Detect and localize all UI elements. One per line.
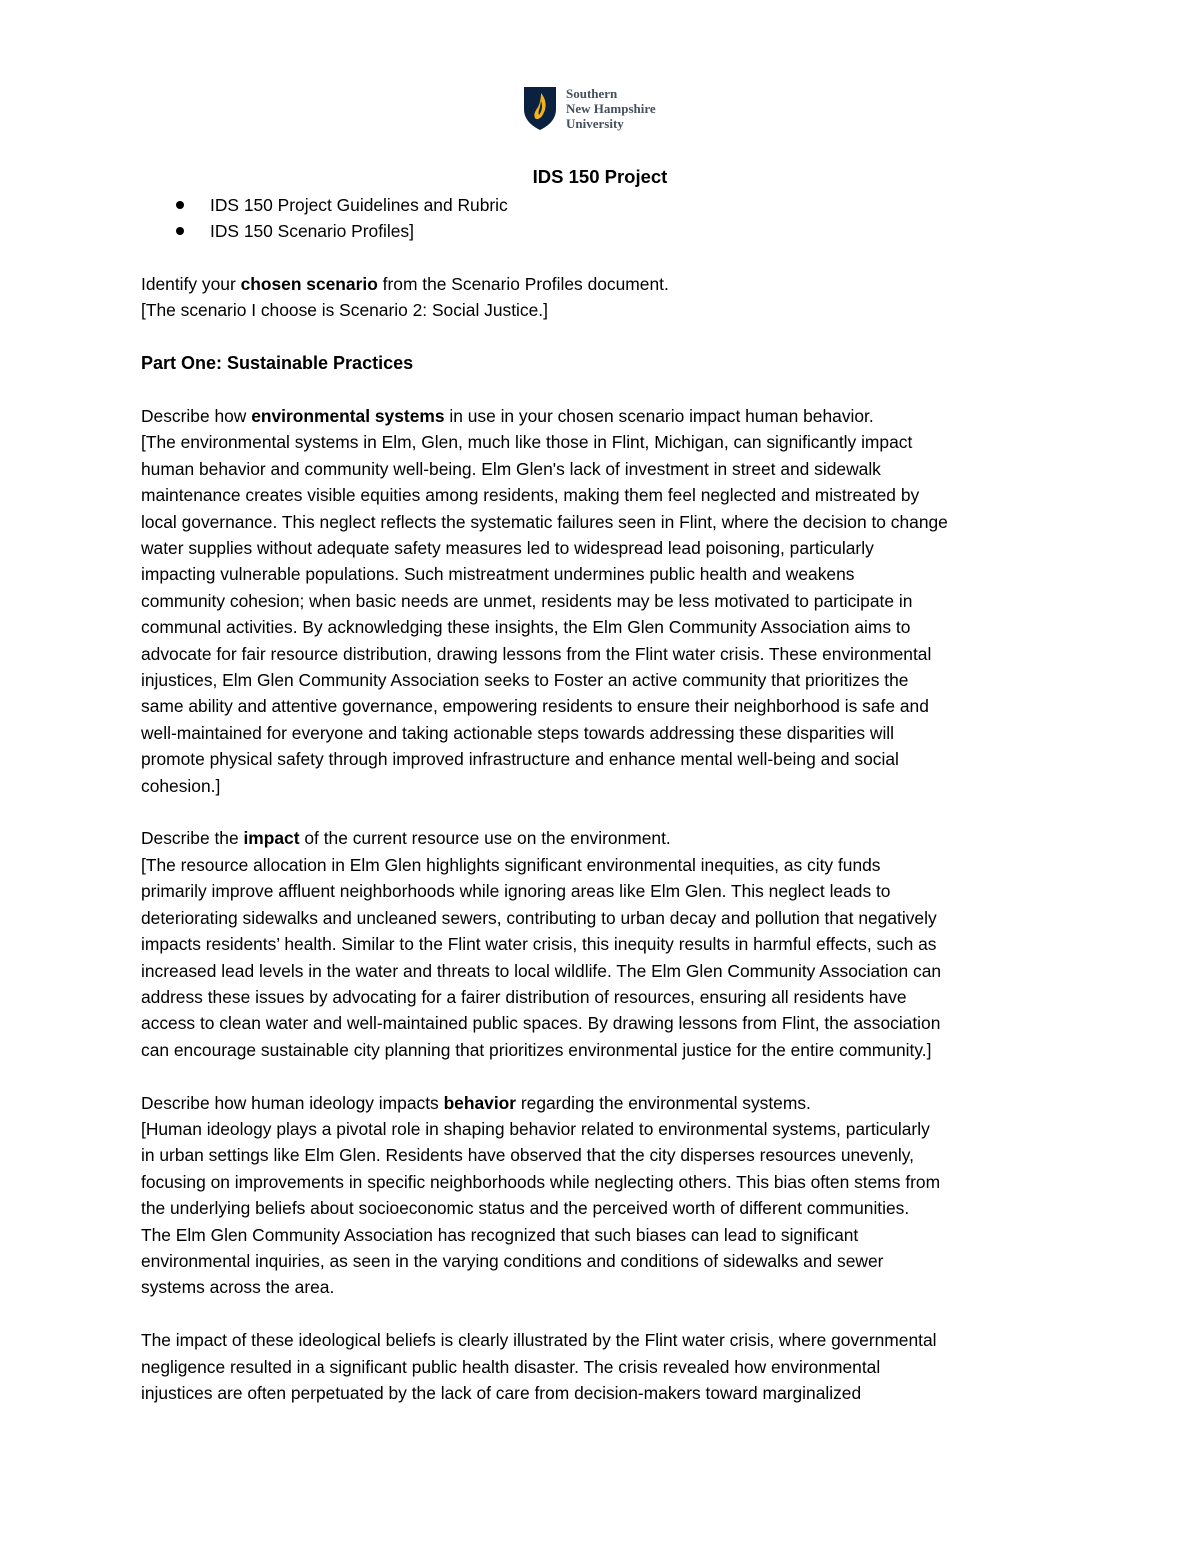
paragraph-line: well-maintained for everyone and taking actionable steps towards addressing these disparities will <box>141 722 895 743</box>
paragraph-line: promote physical safety through improved infrastructure and enhance mental well-being and social <box>141 749 899 770</box>
prompt-resource-impact: Describe the impact of the current resource use on the environment. <box>141 828 671 849</box>
university-logo <box>522 85 656 131</box>
paragraph-line: The Elm Glen Community Association has recognized that such biases can lead to significant <box>141 1224 859 1245</box>
answer-flint-crisis <box>141 1327 1061 1406</box>
paragraph-line: maintenance creates visible equities among residents, making them feel neglected and mistreated by <box>141 485 920 506</box>
logo-wordmark <box>566 86 656 131</box>
paragraph-line: increased lead levels in the water and threats to local wildlife. The Elm Glen Community Association can <box>141 960 942 981</box>
resource-links-list <box>172 192 508 245</box>
paragraph-line: injustices are often perpetuated by the lack of care from decision-makers toward marginalized <box>141 1382 862 1403</box>
paragraph-line: [Human ideology plays a pivotal role in shaping behavior related to environmental systems, particularly <box>141 1118 930 1139</box>
paragraph-line: primarily improve affluent neighborhoods while ignoring areas like Elm Glen. This neglect leads to <box>141 881 891 902</box>
document-title: IDS 150 Project <box>532 166 668 187</box>
paragraph-line: communal activities. By acknowledging these insights, the Elm Glen Community Association aims to <box>141 617 911 638</box>
logo-line-2: New Hampshire <box>566 100 656 116</box>
prompt-environmental-systems: Describe how environmental systems in use in your chosen scenario impact human behavior. <box>141 406 874 426</box>
paragraph-line: focusing on improvements in specific neighborhoods while neglecting others. This bias often stems from <box>141 1171 941 1192</box>
answer-chosen-scenario: [The scenario I choose is Scenario 2: Social Justice.] <box>141 300 548 321</box>
paragraph-line: [The resource allocation in Elm Glen highlights significant environmental inequities, as city funds <box>141 854 881 875</box>
paragraph-line: in urban settings like Elm Glen. Residents have observed that the city disperses resources unevenly, <box>141 1145 914 1166</box>
paragraph-line: systems across the area. <box>141 1277 335 1298</box>
paragraph-line: can encourage sustainable city planning that prioritizes environmental justice for the entire community.] <box>141 1039 932 1060</box>
answer-human-ideology <box>141 1116 1061 1301</box>
paragraph-line: environmental inquiries, as seen in the varying conditions and conditions of sidewalks and sewer <box>141 1250 884 1271</box>
answer-environmental-systems <box>141 429 1061 799</box>
paragraph-line: the underlying beliefs about socioeconomic status and the perceived worth of different communities. <box>141 1198 910 1219</box>
paragraph-line: local governance. This neglect reflects the systematic failures seen in Flint, where the decision to change <box>141 511 948 532</box>
paragraph-line: impacts residents’ health. Similar to the Flint water crisis, this inequity results in harmful effects, such as <box>141 934 937 955</box>
paragraph-line: human behavior and community well-being. Elm Glen's lack of investment in street and sidewalk <box>141 458 881 479</box>
paragraph-line: impacting vulnerable populations. Such mistreatment undermines public health and weakens <box>141 564 855 585</box>
paragraph-line: [The environmental systems in Elm, Glen, much like those in Flint, Michigan, can significantly impact <box>141 432 913 453</box>
link-guidelines-rubric[interactable]: IDS 150 Project Guidelines and Rubric <box>172 192 508 218</box>
paragraph-line: cohesion.] <box>141 775 221 796</box>
paragraph-line: address these issues by advocating for a fairer distribution of resources, ensuring all residents have <box>141 986 907 1007</box>
section-heading-part-one: Part One: Sustainable Practices <box>141 353 414 374</box>
paragraph-line: The impact of these ideological beliefs is clearly illustrated by the Flint water crisis, where governmental <box>141 1330 937 1351</box>
paragraph-line: deteriorating sidewalks and uncleaned sewers, contributing to urban decay and pollution that negatively <box>141 907 937 928</box>
link-scenario-profiles[interactable]: IDS 150 Scenario Profiles] <box>172 218 508 244</box>
paragraph-line: advocate for fair resource distribution, drawing lessons from the Flint water crisis. These environmental <box>141 643 932 664</box>
answer-resource-impact <box>141 852 1061 1063</box>
logo-line-3: University <box>566 115 624 131</box>
paragraph-line: community cohesion; when basic needs are unmet, residents may be less motivated to participate in <box>141 590 913 611</box>
paragraph-line: same ability and attentive governance, empowering residents to ensure their neighborhood is safe and <box>141 696 929 717</box>
paragraph-line: access to clean water and well-maintained public spaces. By drawing lessons from Flint, the association <box>141 1013 941 1034</box>
document-body <box>141 271 1061 1406</box>
paragraph-line: negligence resulted in a significant public health disaster. The crisis revealed how environmental <box>141 1356 881 1377</box>
paragraph-line: water supplies without adequate safety measures led to widespread lead poisoning, particularly <box>141 538 874 559</box>
shield-flame-icon <box>522 85 558 131</box>
paragraph-line: injustices, Elm Glen Community Association seeks to Foster an active community that prioritizes the <box>141 670 909 691</box>
prompt-chosen-scenario: Identify your chosen scenario from the Scenario Profiles document. <box>141 274 669 294</box>
prompt-human-ideology: Describe how human ideology impacts behavior regarding the environmental systems. <box>141 1092 811 1113</box>
logo-line-1: Southern <box>566 85 618 101</box>
